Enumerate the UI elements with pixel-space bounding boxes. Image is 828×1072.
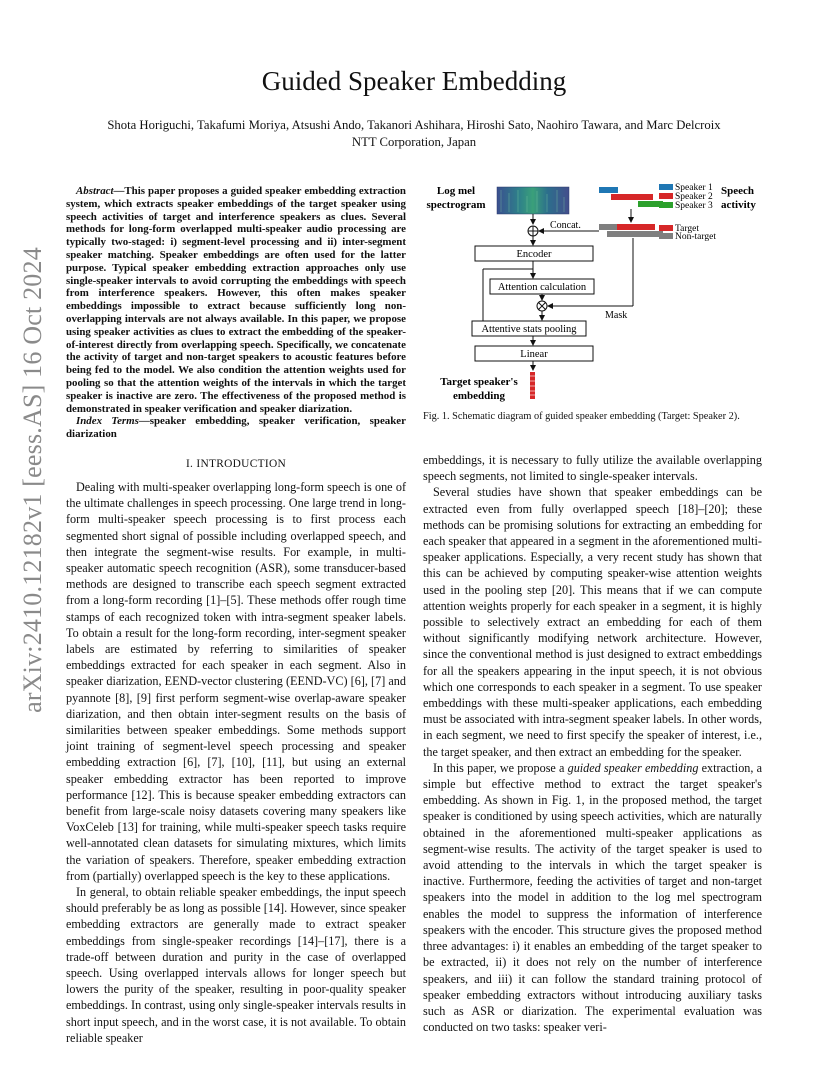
- embedding-vector: [530, 372, 535, 399]
- right-paragraph-1: embeddings, it is necessary to fully utilize the available overlapping speech segments, not limited to single-speaker intervals.: [423, 453, 762, 484]
- intro-paragraph-1: Dealing with multi-speaker overlapping long-form speech is one of the ultimate challenges in speech processing. One large trend in long-form multi-speaker speech processing is to first process each segmented short signal of possible including overlapped speech, and then integrate the segment-wise results. For example, in multi-speaker automatic speech recognition (ASR), some transducer-based methods are designed to transcribe each speech segment extracted from a long-form recording [1]–[5]. These methods offer rough time stamps of each recognized token with intra-segment speaker labels. To obtain a result for the long-form recording, inter-segment speaker labels are estimated by referring to similarities of speaker embeddings extracted for each speaker in each segment. Also in speaker diarization, EEND-vector clustering (EEND-VC) [6], [7] and pyannote [8], [9] first perform segment-wise overlap-aware speaker diarization, and then obtain inter-segment results on the basis of similarities between speaker embeddings. Some methods support joint training of segment-level speech processing and speaker embedding extraction [6], [7], [10], [11], but using an external speaker embedding extractor has been reported to improve performance [12]. This is because speaker embedding extractors can benefit from large-scale noisy datasets covering many speakers like VoxCeleb [13] for training, while multi-speaker speech tasks require well-annotated clean datasets for simulating mixtures, which limits the variation of speakers. Therefore, speaker embedding extraction from (partially) overlapped speech is the key to these applications.: [66, 479, 406, 883]
- abstract-label: Abstract: [76, 185, 114, 197]
- intro-paragraph-2: In general, to obtain reliable speaker embeddings, the input speech should preferably be as long as possible [14]. However, since speaker embedding extractors are generally made to extract speaker embeddings from single-speaker recordings [14]–[17], there is a trade-off between duration and purity in the case of overlapped speech. Using overlapped intervals allows for longer speech but lowers the purity of the speaker, resulting in poor-quality speaker embeddings. In contrast, using only single-speaker intervals results in short input speech, and in the worst case, it is not available. To obtain reliable speaker: [66, 885, 406, 1045]
- section-heading-introduction: I. INTRODUCTION: [185, 457, 287, 470]
- legend-speaker1-swatch: [659, 184, 673, 190]
- right-paragraph-2: Several studies have shown that speaker embeddings can be extracted even from fully overlapped speech [18]–[20]; these methods can be promising solutions for extracting an embedding for each speaker that appeared in a segment in the aforementioned multi-speaker applications. Especially, a very recent study has shown that this can be achieved by computing speaker-wise attention weights used in the pooling step [20]. This means that if we can compute attention weights properly for each speaker in a segment, it is highly possible to selectively extract an embedding for each of them without significantly modifying network architecture. However, since the conventional method is just designed to extract embeddings for all the speakers appearing in the input speech, it is not obvious which one corresponds to each speaker in a segment. To use speaker embeddings with these multi-speaker applications, each embedding must be associated with intra-segment speaker labels. In other words, in each segment, we need to first specify the speaker of interest, i.e., the target speaker, and then extract an embedding for the speaker.: [423, 485, 762, 759]
- pooling-label: Attentive stats pooling: [481, 324, 577, 335]
- figure-1: [423, 178, 763, 403]
- legend-speaker2-swatch: [659, 193, 673, 199]
- figure-1-caption: Fig. 1. Schematic diagram of guided speaker embedding (Target: Speaker 2).: [423, 411, 740, 422]
- right-p3-after: extraction, a simple but effective method to extract the target speaker's embedding. As shown in Fig. 1, in the proposed method, the target speaker is conditioned by using speech activities, which are naturally obtained in the aforementioned multi-speaker applications as segment-wise results. The activity of the target speaker is used to avoid attending to the intervals in which the target speaker is inactive. Furthermore, feeding the activities of target and non-target speakers into the model in addition to the log mel spectrogram enables the model to suppress the information of interference speakers with the encoder. This structure gives the proposed method three advantages: i) it enables an embedding of the target speaker to be extracted, ii) it does not rely on the number of interference speakers, and iii) it can follow the standard training protocol of speaker embedding extractors without introducing auxiliary tasks such as ASR or diarization. The experimental evaluation was conducted on two tasks: speaker veri-: [423, 760, 762, 1035]
- figure-1-diagram: [423, 178, 763, 403]
- nontarget-bar-left: [599, 224, 619, 230]
- output-label-line2: embedding: [453, 390, 505, 402]
- mask-label: Mask: [605, 310, 628, 321]
- legend-nontarget-swatch: [659, 233, 673, 239]
- legend-speaker3: Speaker 3: [675, 201, 713, 211]
- arxiv-stamp-text: arXiv:2410.12182v1 [eess.AS] 16 Oct 2024: [18, 247, 47, 713]
- author-list: Shota Horiguchi, Takafumi Moriya, Atsushi Ando, Takanori Ashihara, Hiroshi Sato, Naohiro Tawara, and Marc Delcroix: [107, 118, 721, 132]
- nontarget-bar-right: [607, 231, 663, 237]
- right-column: [423, 452, 762, 1035]
- speaker1-activity-bar: [599, 187, 618, 193]
- linear-label: Linear: [520, 349, 548, 360]
- legend-speaker1: Speaker 1: [675, 183, 713, 193]
- legend-speaker3-swatch: [659, 202, 673, 208]
- abstract: [66, 185, 406, 415]
- index-terms: [66, 415, 406, 441]
- attention-label: Attention calculation: [497, 282, 587, 293]
- log-mel-label-line2: spectrogram: [426, 199, 486, 211]
- left-column: [66, 185, 406, 1046]
- encoder-label: Encoder: [516, 249, 552, 260]
- spectrogram-image: [497, 187, 569, 214]
- legend-target-swatch: [659, 225, 673, 231]
- guided-speaker-embedding-emphasis: guided speaker embedding: [567, 760, 699, 775]
- legend-speaker2: Speaker 2: [675, 192, 713, 202]
- log-mel-label-line1: Log mel: [436, 185, 476, 197]
- target-bar: [617, 224, 655, 230]
- right-paragraph-3: [423, 760, 762, 1035]
- output-label-line1: Target speaker's: [440, 376, 518, 388]
- index-terms-text: —speaker embedding, speaker verification, speaker diarization: [66, 415, 406, 441]
- speaker2-activity-bar: [611, 194, 653, 200]
- index-terms-label: Index Terms: [76, 415, 139, 428]
- speech-activity-label-line2: activity: [721, 199, 756, 211]
- legend-target: Target: [675, 224, 699, 234]
- affiliation: NTT Corporation, Japan: [351, 135, 477, 149]
- right-p3-before: In this paper, we propose a: [433, 760, 568, 775]
- arxiv-side-stamp: [8, 247, 58, 713]
- speech-activity-label-line1: Speech: [721, 185, 754, 197]
- paper-title: Guided Speaker Embedding: [261, 66, 567, 96]
- legend-nontarget: Non-target: [675, 232, 716, 242]
- concat-label: Concat.: [550, 220, 581, 231]
- abstract-text: —This paper proposes a guided speaker embedding extraction system, which extracts speaker embeddings of the target speaker using speech activities of target and interference speakers as clues. Several methods for long-form overlapped multi-speaker audio processing are typically two-staged: i) segment-level processing and ii) inter-segment speaker matching. Speaker embeddings are often used for the latter purpose. Typical speaker embedding extraction approaches only use single-speaker intervals to avoid corrupting the embeddings with speech from interference speakers. However, this often makes speaker embeddings impossible to extract because sufficiently long non-overlapping intervals are not always available. In this paper, we propose using speaker activities as clues to extract the embedding of the speaker-of-interest directly from overlapping speech. Specifically, we concatenate the activity of target and non-target speakers to acoustic features before being fed to the model. We also condition the attention weights used for pooling so that the attention weights of the intervals in which the target speaker is inactive are zero. The effectiveness of the proposed method is demonstrated in speaker verification and speaker diarization.: [66, 185, 406, 415]
